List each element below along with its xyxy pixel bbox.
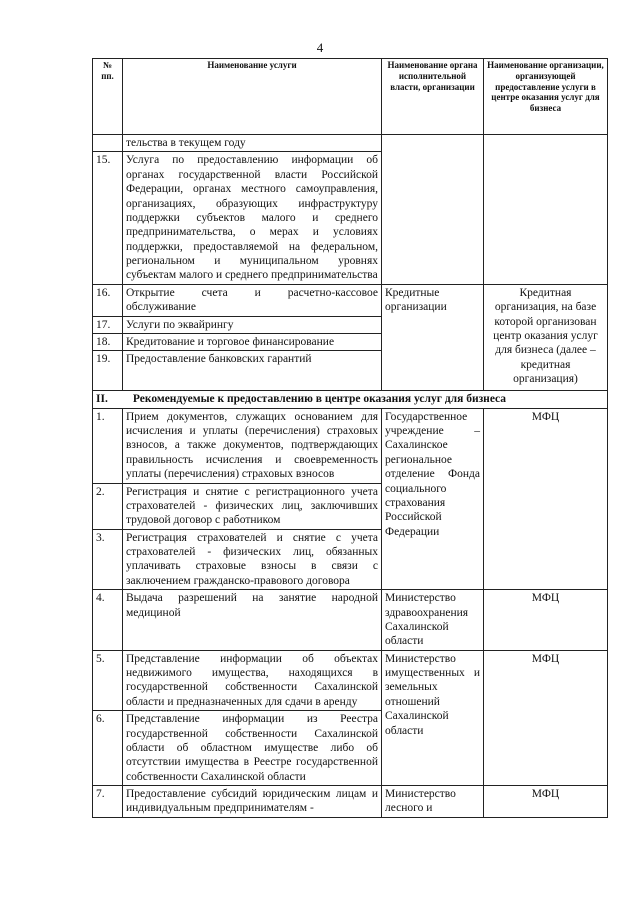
row-service: Регистрация и снятие с регистрационного учета страхователей - физических лиц, заключивших трудовой договор с работником — [123, 483, 382, 529]
section-number: II. — [96, 393, 108, 406]
row-service: Представление информации об объектах недвижимого имущества, находящихся в государственной собственности Сахалинской области и предназначенных для сдачи в аренду — [123, 650, 382, 711]
row-service: Открытие счета и расчетно-кассовое обслуживание — [123, 284, 382, 316]
row-center-org: МФЦ — [484, 590, 608, 651]
row-service: Предоставление банковских гарантий — [123, 351, 382, 391]
row-num: 17. — [93, 316, 123, 333]
row-service: Регистрация страхователей и снятие с учета страхователей - физических лиц, обязанных уплачивать страховые взносы в связи с заключением гражданско-правового договора — [123, 529, 382, 590]
header-num: № пп. — [93, 59, 123, 135]
header-service: Наименование услуги — [123, 59, 382, 135]
row-center-org: МФЦ — [484, 650, 608, 785]
row-service: Представление информации из Реестра государственной собственности Сахалинской области об областном имуществе либо об отсутствии имущества в Реестре государственной собственности Сахалинской области — [123, 711, 382, 786]
row-service: Услуга по предоставлению информации об органах государственной власти Российской Федерации, органах местного самоуправления, организациях, образующих инфраструктуру поддержки субъектов малого и среднего предпринимательства, о мерах и условиях поддержки, предоставляемой на федеральном, региональном и муниципальном уровнях субъектам малого и среднего предпринимательства — [123, 152, 382, 284]
row-authority: Кредитные организации — [382, 284, 484, 391]
table-row — [93, 408, 608, 483]
page-number: 4 — [316, 40, 324, 55]
row-center-org: МФЦ — [484, 786, 608, 818]
row-num: 3. — [93, 529, 123, 590]
row-service: Кредитование и торговое финансирование — [123, 333, 382, 350]
row-center-org: Кредитная организация, на базе которой организован центр оказания услуг для бизнеса (далее – кредитная организация) — [484, 284, 608, 391]
row-authority: Министерство имущественных и земельных отношений Сахалинской области — [382, 650, 484, 785]
table-row — [93, 650, 608, 711]
table-row — [93, 284, 608, 316]
row-num: 16. — [93, 284, 123, 316]
row-num: 19. — [93, 351, 123, 391]
row-num: 2. — [93, 483, 123, 529]
row-authority: Государственное учреждение – Сахалинское региональное отделение Фонда социального страхования Российской Федерации — [382, 408, 484, 590]
table-row — [93, 786, 608, 818]
row-service: Выдача разрешений на занятие народной медициной — [123, 590, 382, 651]
row-num: 5. — [93, 650, 123, 711]
row-service: Услуги по эквайрингу — [123, 316, 382, 333]
table-row — [93, 590, 608, 651]
row-num: 6. — [93, 711, 123, 786]
row-center-org: МФЦ — [484, 408, 608, 590]
row-num: 15. — [93, 152, 123, 284]
section-heading — [93, 391, 608, 408]
section-title: Рекомендуемые к предоставлению в центре оказания услуг для бизнеса — [132, 393, 507, 406]
table-row — [93, 135, 608, 152]
row-num: 4. — [93, 590, 123, 651]
row-service: Предоставление субсидий юридическим лицам и индивидуальным предпринимателям - — [123, 786, 382, 818]
row-authority: Министерство лесного и — [382, 786, 484, 818]
row-service: Прием документов, служащих основанием для исчисления и уплаты (перечисления) страховых взносов, а также документов, подтверждающих правильность исчисления и своевременность уплаты (перечисления) страховых взносов — [123, 408, 382, 483]
services-table — [92, 58, 608, 818]
row-authority: Министерство здравоохранения Сахалинской области — [382, 590, 484, 651]
table-header-row — [93, 59, 608, 135]
row-num: 1. — [93, 408, 123, 483]
row-num: 18. — [93, 333, 123, 350]
header-authority: Наименование органа исполнительной власти, организации — [382, 59, 484, 135]
header-center-org: Наименование организации, организующей предоставление услуги в центре оказания услуг для бизнеса — [484, 59, 608, 135]
section-row — [93, 391, 608, 408]
row-continuation-text: тельства в текущем году — [123, 135, 382, 152]
row-num: 7. — [93, 786, 123, 818]
